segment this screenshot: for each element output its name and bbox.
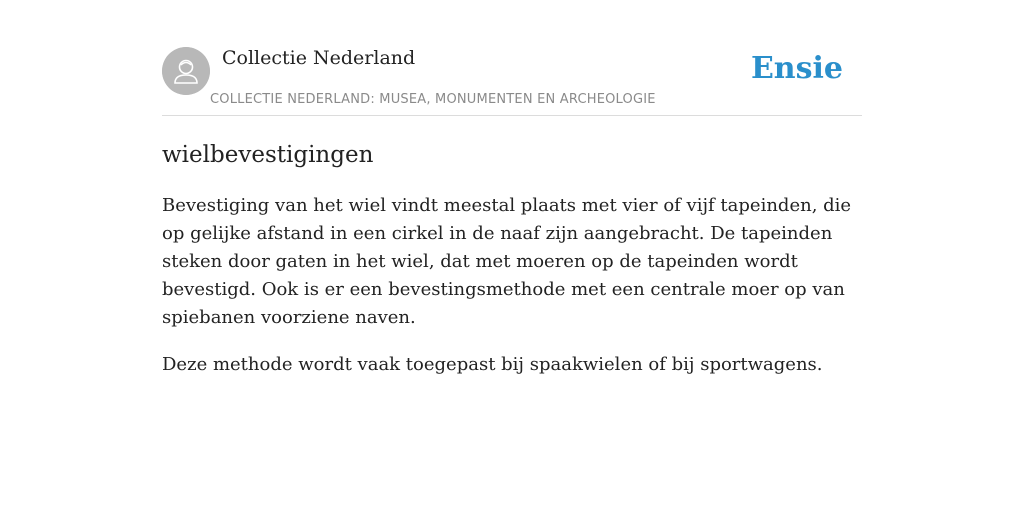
user-avatar-icon[interactable] <box>162 47 210 95</box>
source-label[interactable]: COLLECTIE NEDERLAND: MUSEA, MONUMENTEN EN ARCHEOLOGIE <box>210 92 656 107</box>
article-paragraph: Bevestiging van het wiel vindt meestal plaats met vier of vijf tapeinden, die op gelijke afstand in een cirkel in de naaf zijn aangebracht. De tapeinden steken door gaten in het wiel, dat met moeren op de tapeinden wordt bevestigd. Ook is er een bevestingsmethode met een centrale moer op van spiebanen voorziene naven. <box>162 195 852 328</box>
author-name[interactable]: Collectie Nederland <box>222 47 416 69</box>
article-paragraph: Deze methode wordt vaak toegepast bij spaakwielen of bij sportwagens. <box>162 354 823 375</box>
article-body <box>162 192 862 398</box>
content-container <box>162 0 862 375</box>
ensie-logo[interactable]: Ensie <box>750 51 843 86</box>
article-title: wielbevestigingen <box>162 142 374 168</box>
article-header <box>162 0 862 116</box>
